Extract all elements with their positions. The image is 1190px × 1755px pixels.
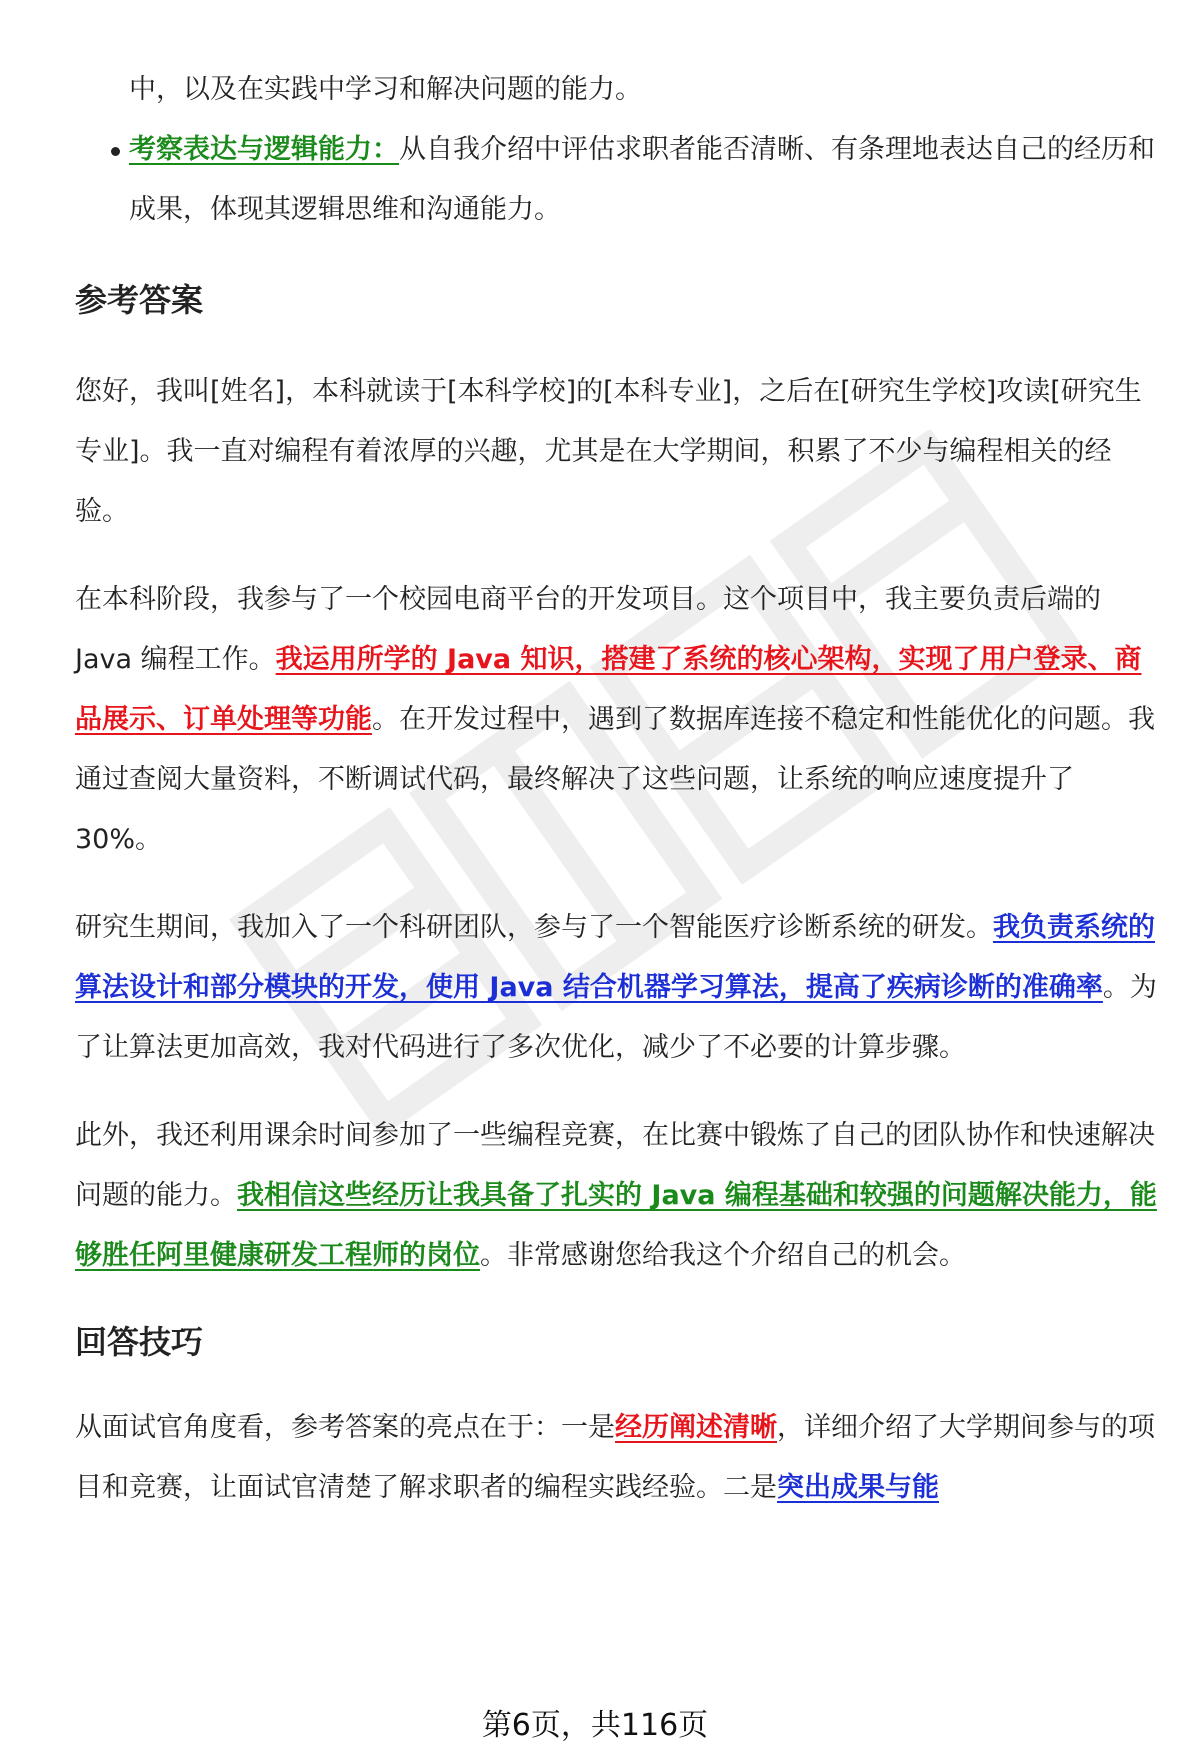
list-item-text: 从自我介绍中评估求职者能否清晰、有条理地表达自己的经历和成果，体现其逻辑思维和沟通能力。: [129, 134, 1155, 225]
answer-paragraph-4: [75, 1106, 1160, 1286]
highlight-blue: 我负责系统的算法设计和部分模块的开发，使用 Java 结合机器学习算法，提高了疾病诊断的准确率: [75, 912, 1155, 1003]
section-title-tips: 回答技巧: [75, 1323, 204, 1361]
list-item: [75, 120, 1160, 240]
paragraph-text: 此外，我还利用课余时间参加了一些编程竞赛，在比赛中锻炼了自己的团队协作和快速解决问题的能力。: [75, 1120, 1155, 1211]
paragraph-text: 从面试官角度看，参考答案的亮点在于：一是: [75, 1412, 615, 1443]
highlight-green: 我相信这些经历让我具备了扎实的 Java 编程基础和较强的问题解决能力，能够胜任阿里健康研发工程师的岗位: [75, 1180, 1157, 1271]
paragraph-text: 研究生期间，我加入了一个科研团队，参与了一个智能医疗诊断系统的研发。: [75, 912, 993, 943]
paragraph-text: ，详细介绍了大学期间参与的项目和竞赛，让面试官清楚了解求职者的编程实践经验。二是: [75, 1412, 1155, 1503]
paragraph-text: 。非常感谢您给我这个介绍自己的机会。: [480, 1240, 966, 1271]
paragraph-text: 。在开发过程中，遇到了数据库连接不稳定和性能优化的问题。我通过查阅大量资料，不断调试代码，最终解决了这些问题，让系统的响应速度提升了 30%。: [75, 704, 1155, 855]
bullet-continuation: 中，以及在实践中学习和解决问题的能力。: [129, 74, 642, 105]
page-number: 第6页，共116页: [481, 1708, 709, 1743]
section-title-answer: 参考答案: [75, 281, 204, 319]
bullet-dot-icon: [111, 147, 120, 156]
highlight-green: 考察表达与逻辑能力：: [129, 134, 399, 165]
answer-paragraph-2: [75, 570, 1160, 870]
bullet-list: [75, 120, 1160, 240]
document-content: [75, 60, 1160, 1518]
highlight-red: 经历阐述清晰: [615, 1412, 777, 1443]
paragraph-text: 在本科阶段，我参与了一个校园电商平台的开发项目。这个项目中，我主要负责后端的 Java 编程工作。: [75, 584, 1101, 675]
paragraph-text: 。为了让算法更加高效，我对代码进行了多次优化，减少了不必要的计算步骤。: [75, 972, 1157, 1063]
answer-paragraph-1: 您好，我叫[姓名]，本科就读于[本科学校]的[本科专业]，之后在[研究生学校]攻读[研究生专业]。我一直对编程有着浓厚的兴趣，尤其是在大学期间，积累了不少与编程相关的经验。: [75, 376, 1142, 527]
tips-paragraph-1: [75, 1398, 1160, 1518]
answer-paragraph-3: [75, 898, 1160, 1078]
highlight-red: 我运用所学的 Java 知识，搭建了系统的核心架构，实现了用户登录、商品展示、订单处理等功能: [75, 644, 1142, 735]
highlight-blue: 突出成果与能: [777, 1472, 939, 1503]
